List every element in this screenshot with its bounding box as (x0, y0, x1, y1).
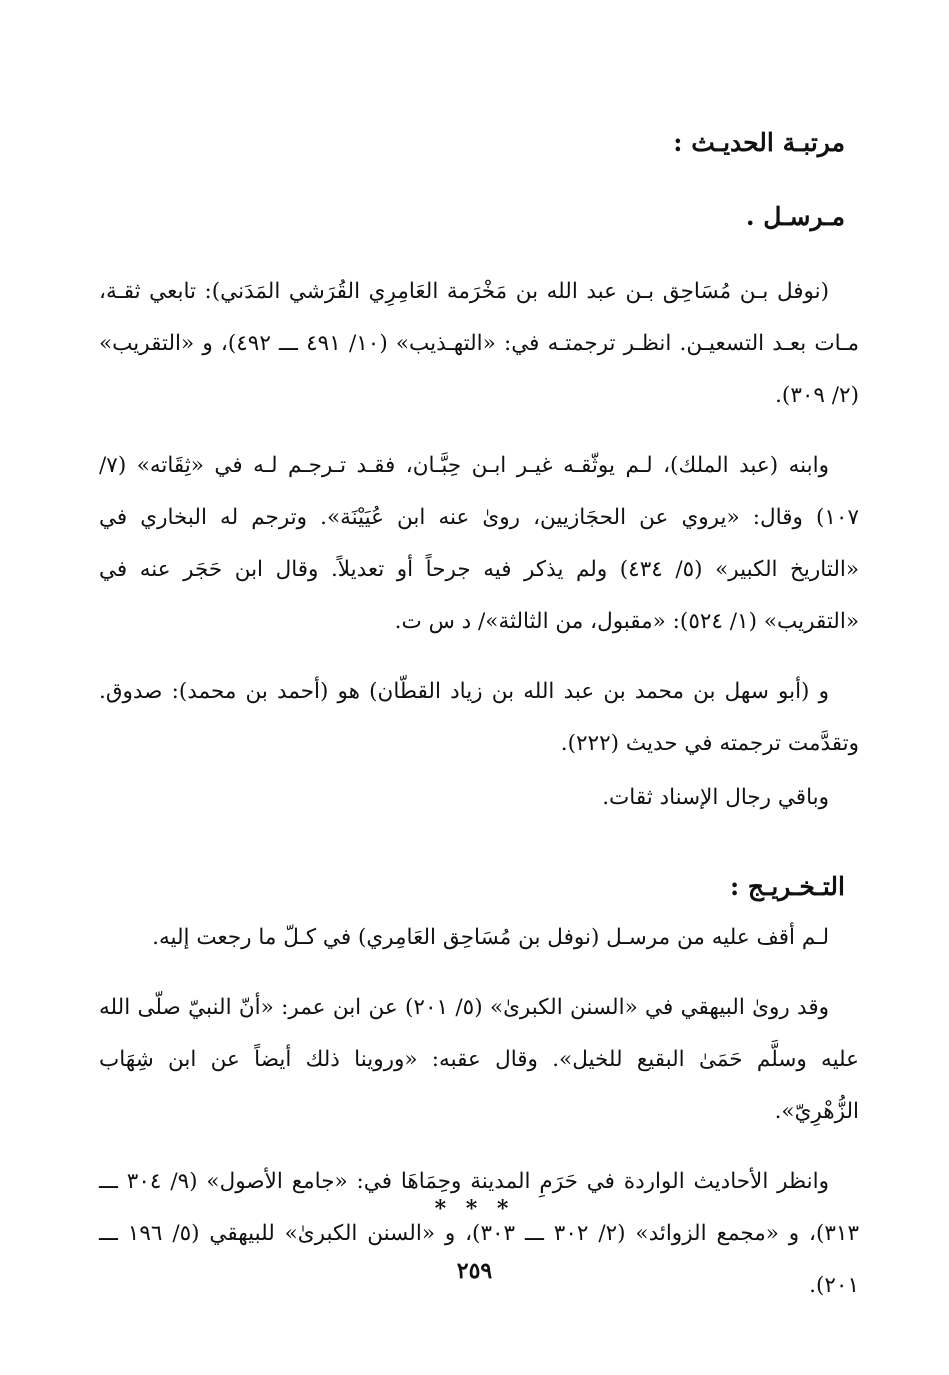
paragraph-takhrij-bayhaqi: وقد روىٰ البيهقي في «السنن الكبرىٰ» (٥/ ٢٠١) عن ابن عمر: «أنّ النبيّ صلّى الله عليه وسلَّم حَمَىٰ البقيع للخيل». وقال عقبه: «وروينا ذلك أيضاً عن ابن شِهَاب الزُّهْرِيّ». (99, 995, 859, 1124)
section-heading-takhrij: التـخـريـج : (729, 872, 845, 901)
section-separator: * * * (434, 1196, 515, 1222)
paragraph-takhrij-references: وانظر الأحاديث الواردة في حَرَمِ المدينة وحِمَاهَا في: «جامع الأصول» (٩/ ٣٠٤ ـــ ٣١٣)، و «مجمع الزوائد» (٢/ ٣٠٢ ـــ ٣٠٣)، و «السنن الكبرىٰ» للبيهقي (٥/ ١٩٦ ـــ ٢٠١). (99, 1169, 860, 1298)
paragraph-narrator-nawfal: (نوفل بـن مُسَاحِق بـن عبد الله بن مَخْرَمة العَامِرِي القُرَشي المَدَني): تابعي ثقـة، مـات بعـد التسعيـن. انظـر ترجمتـه في: «التهـذيب» (١٠/ ٤٩١ ـــ ٤٩٢)، و «التقريب» (٢/ ٣٠٩). (99, 279, 859, 408)
hadith-verdict: مـرسـل . (745, 202, 845, 231)
paragraph-remaining-narrators: وباقي رجال الإسناد ثقات. (602, 785, 829, 810)
paragraph-takhrij-not-found: لـم أقف عليه من مرسـل (نوفل بن مُسَاحِق العَامِري) في كـلّ ما رجعت إليه. (152, 925, 829, 950)
paragraph-narrator-abdulmalik: وابنه (عبد الملك)، لـم يوثّقـه غيـر ابـن حِبَّـان، فقـد تـرجـم لـه في «ثِقَاته» (٧/ ١٠٧) وقال: «يروي عن الحجَازيين، روىٰ عنه ابن عُيَيْنَة». وترجم له البخاري في «التاريخ الكبير» (٥/ ٤٣٤) ولم يذكر فيه جرحاً أو تعديلاً. وقال ابن حَجَر عنه في «التقريب» (١/ ٥٢٤): «مقبول، من الثالثة»/ د س ت. (99, 453, 859, 634)
page-number: ٢٥٩ (456, 1258, 493, 1284)
text-column (99, 118, 859, 1322)
paragraph-narrator-abusahl: و (أبو سهل بن محمد بن عبد الله بن زياد القطّان) هو (أحمد بن محمد): صدوق. وتقدَّمت ترجمته في حديث (٢٢٢). (99, 679, 859, 756)
section-heading-hadith-status: مرتبـة الحديـث : (673, 128, 845, 157)
